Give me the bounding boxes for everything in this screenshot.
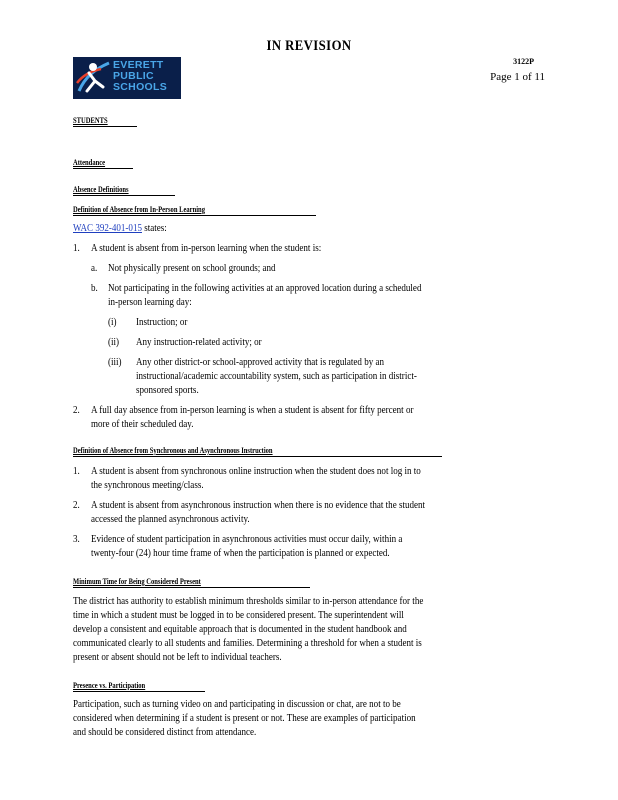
item-iii-line3: sponsored sports. (136, 385, 199, 396)
definition-in-person-heading: Definition of Absence from In-Person Learning (73, 205, 205, 214)
item2-line2: more of their scheduled day. (91, 419, 194, 430)
definition-sync-heading: Definition of Absence from Synchronous and Asynchronous Instruction (73, 446, 273, 455)
list-number: 2. (73, 500, 80, 511)
attendance-heading: Attendance (73, 158, 106, 167)
item-b-line1: Not participating in the following activities at an approved location during a scheduled (108, 283, 422, 294)
list-label: (iii) (108, 357, 122, 368)
minimum-time-para-line2: time in which a student must be logged in to be considered present. The superintendent will (73, 610, 404, 621)
minimum-time-para-line4: communicated clearly to all students and families. Determining a threshold for when a student is (73, 638, 422, 649)
item1-text: A student is absent from in-person learning when the student is: (91, 243, 322, 254)
participation-para-line1: Participation, such as turning video on and participating in discussion or chat, are not to be (73, 699, 401, 710)
list-label: (i) (108, 317, 117, 328)
page-number: Page 1 of 11 (490, 71, 545, 83)
policy-number: 3122P (513, 57, 534, 66)
sync-item1-line2: the synchronous meeting/class. (91, 480, 204, 491)
minimum-time-underline (73, 587, 310, 588)
list-number: 1. (73, 243, 80, 254)
list-label: b. (91, 283, 98, 294)
students-heading: STUDENTS (73, 116, 108, 125)
item-i-text: Instruction; or (136, 317, 188, 328)
item-a-text: Not physically present on school grounds; and (108, 263, 276, 274)
item-ii-text: Any instruction-related activity; or (136, 337, 262, 348)
minimum-time-para-line1: The district has authority to establish minimum thresholds similar to in-person attendance for the (73, 596, 424, 607)
runner-swoosh-icon (73, 57, 113, 99)
minimum-time-para-line3: develop a consistent and equitable approach that is documented in the student handbook and (73, 624, 407, 635)
sync-item3-line1: Evidence of student participation in asynchronous activities must occur daily, within a (91, 534, 403, 545)
list-label: (ii) (108, 337, 120, 348)
logo-wordmark: EVERETT PUBLIC SCHOOLS (113, 59, 168, 93)
participation-para-line2: considered when determining if a student is present or not. These are examples of participation (73, 713, 416, 724)
list-number: 2. (73, 405, 80, 416)
sync-item3-line2: twenty-four (24) hour time frame of when the participation is planned or expected. (91, 548, 390, 559)
revision-title: IN REVISION (266, 38, 352, 54)
minimum-time-para-line5: present or absent should not be left to individual teachers. (73, 652, 282, 663)
presence-vs-participation-underline (73, 691, 205, 692)
attendance-underline (73, 168, 133, 169)
wac-link[interactable]: WAC 392-401-015 (73, 223, 142, 234)
definition-sync-underline (73, 456, 442, 457)
list-label: a. (91, 263, 98, 274)
item-b-line2: in-person learning day: (108, 297, 192, 308)
absence-definitions-underline (73, 195, 175, 196)
wac-line: WAC 392-401-015 states: (73, 223, 167, 234)
item2-line1: A full day absence from in-person learning is when a student is absent for fifty percent or (91, 405, 414, 416)
everett-public-schools-logo (73, 57, 181, 99)
absence-definitions-heading: Absence Definitions (73, 185, 129, 194)
item-iii-line1: Any other district-or school-approved activity that is regulated by an (136, 357, 385, 368)
definition-in-person-underline (73, 215, 316, 216)
participation-para-line3: and should be considered distinct from attendance. (73, 727, 257, 738)
list-number: 1. (73, 466, 80, 477)
item-iii-line2: instructional/academic accountability system, such as participation in district- (136, 371, 417, 382)
presence-vs-participation-heading: Presence vs. Participation (73, 681, 146, 690)
sync-item2-line1: A student is absent from asynchronous instruction when there is no evidence that the student (91, 500, 426, 511)
sync-item1-line1: A student is absent from synchronous online instruction when the student does not log in to (91, 466, 421, 477)
list-number: 3. (73, 534, 80, 545)
minimum-time-heading: Minimum Time for Being Considered Present (73, 577, 201, 586)
sync-item2-line2: accessed the planned asynchronous activity. (91, 514, 250, 525)
students-underline (73, 126, 137, 127)
